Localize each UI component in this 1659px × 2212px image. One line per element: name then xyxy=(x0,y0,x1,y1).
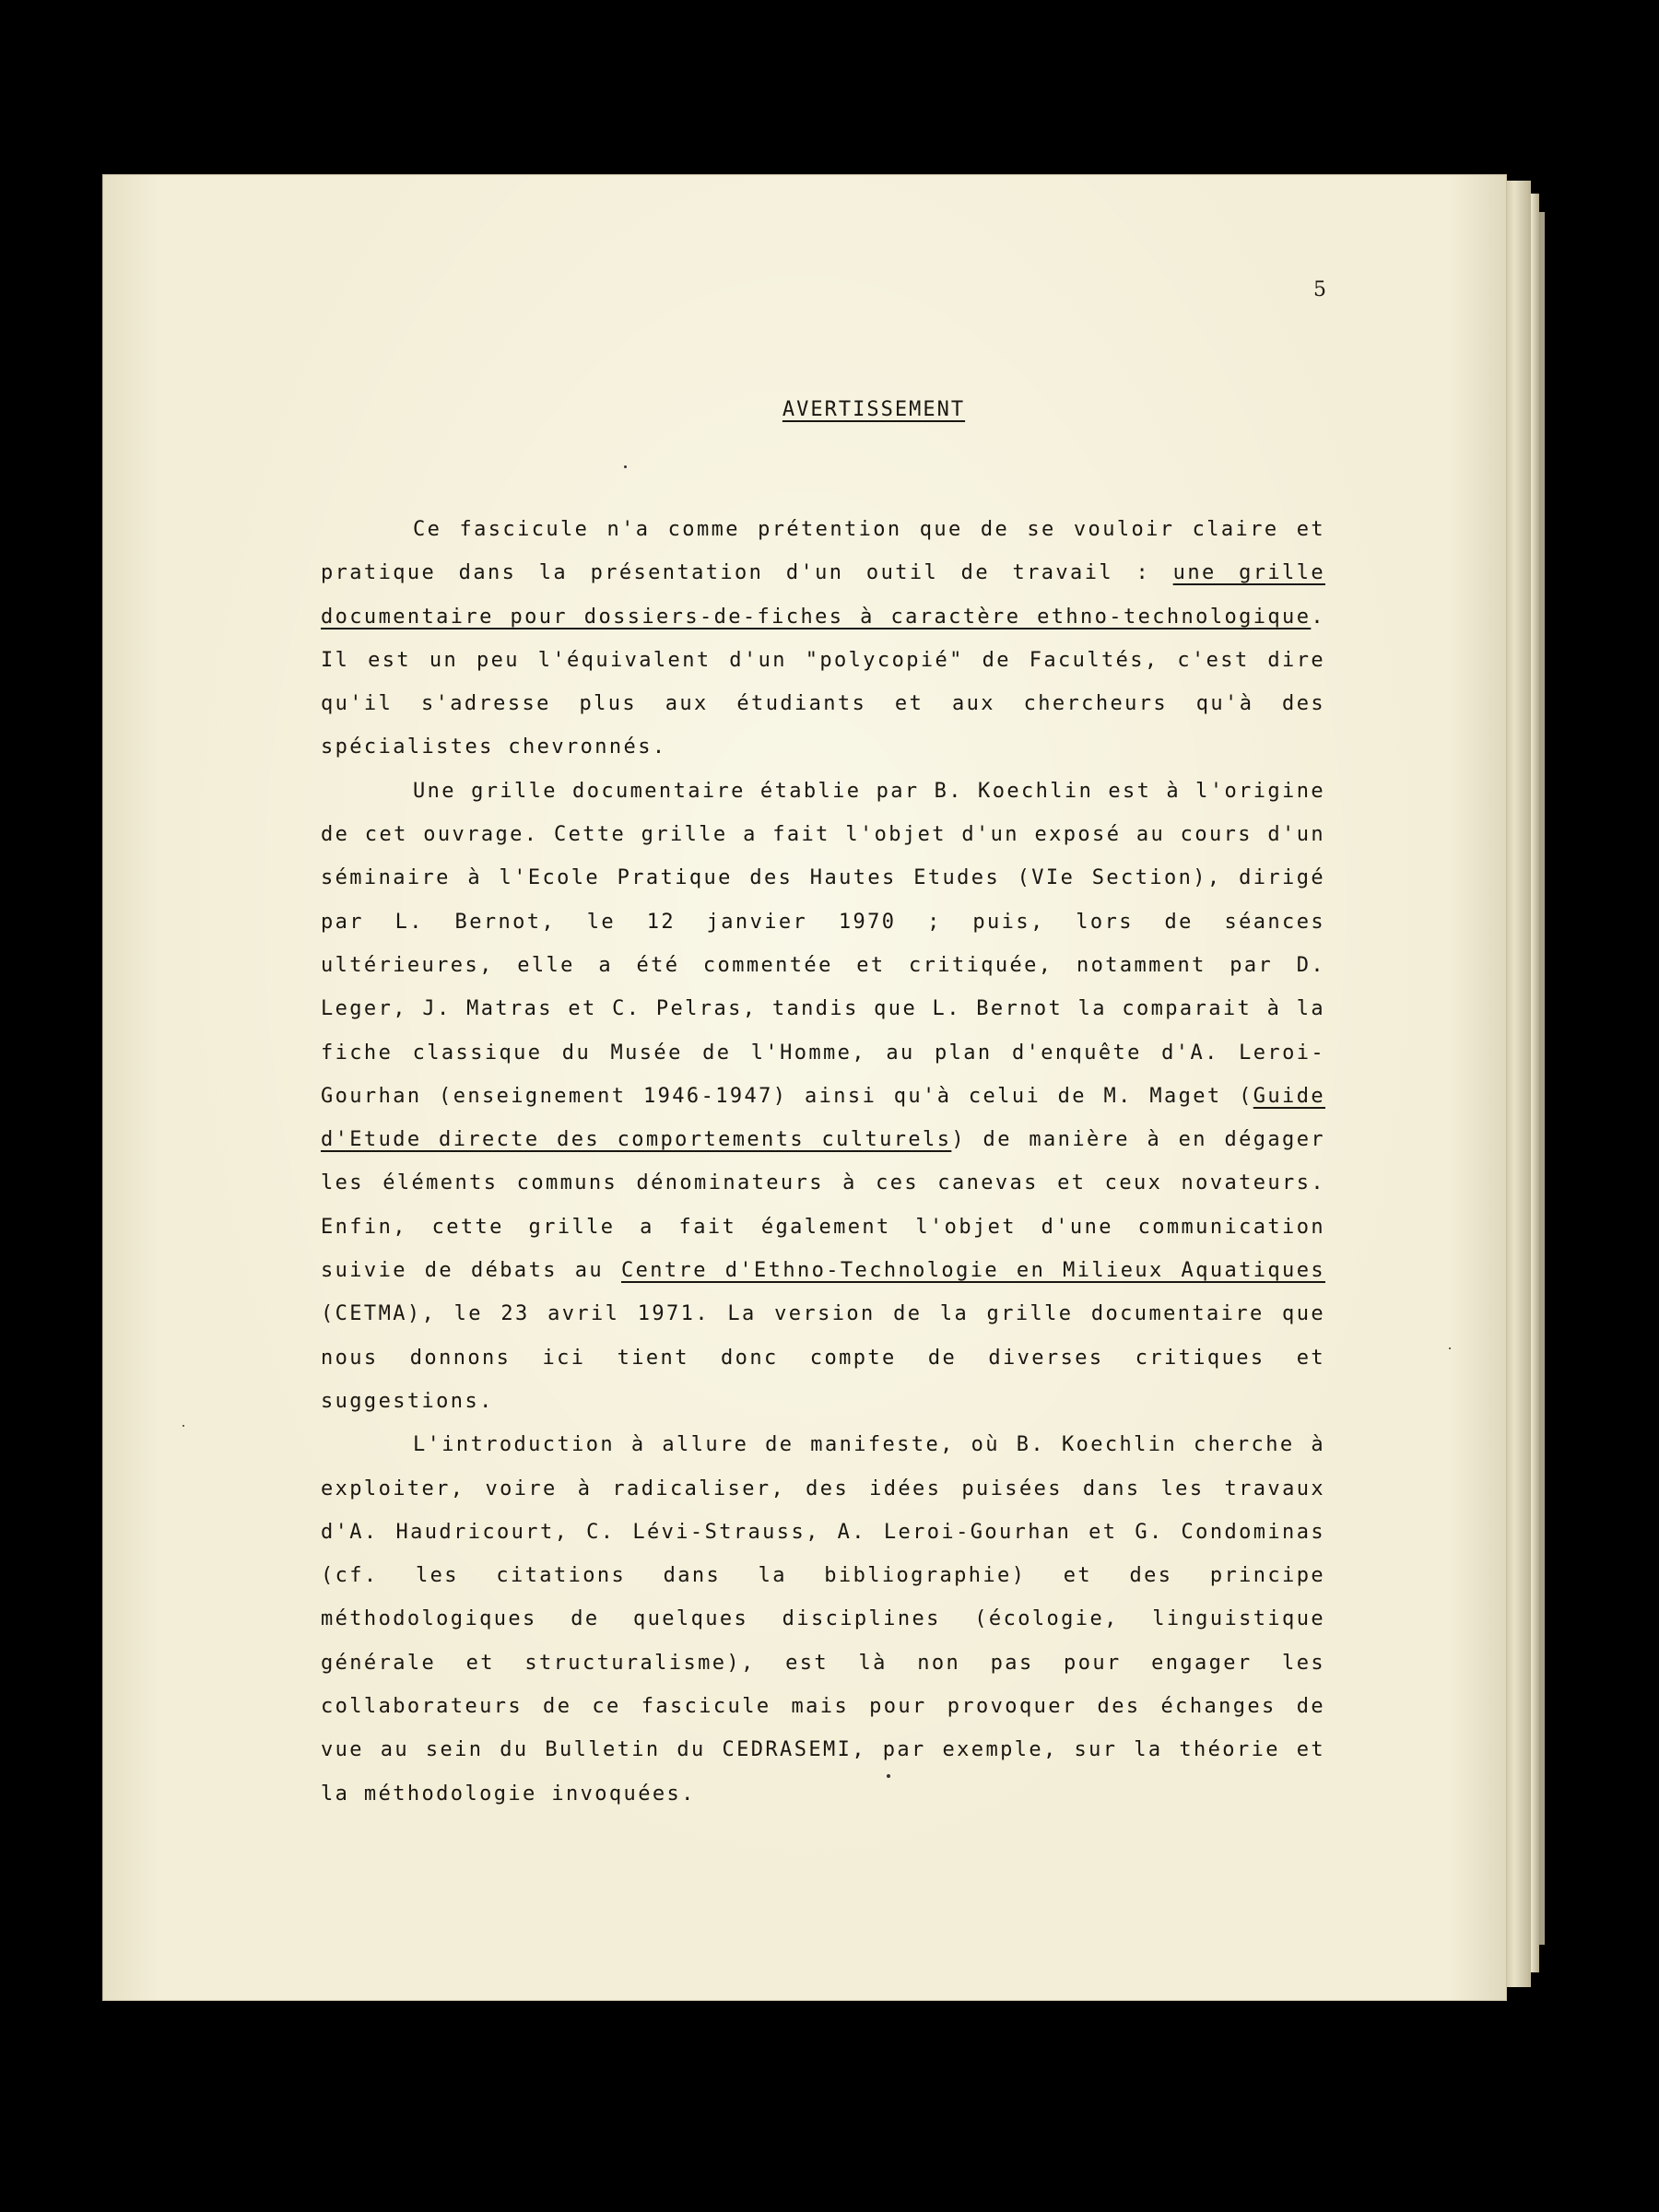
paragraph-text: . Il est un peu l'équivalent d'un "polycopié" de Facultés, c'est dire qu'il s'adresse plus aux étudiants et aux chercheurs qu'à des spécialistes chevronnés. xyxy=(321,605,1325,759)
paragraph-text: (CETMA), le 23 avril 1971. La version de la grille documentaire que nous donnons ici tient donc compte de diverses critiques et suggestions. xyxy=(321,1302,1325,1413)
underlined-phrase: une grille documentaire pour dossiers-de-fiches à caractère ethno-technologique xyxy=(321,561,1325,629)
paragraph-1 xyxy=(321,508,1325,770)
paragraph-text: L'introduction à allure de manifeste, où B. Koechlin cherche à exploiter, voire à radicaliser, des idées puisées dans les travaux d'A. Haudricourt, C. Lévi-Strauss, A. Leroi-Gourhan et G. Condominas (cf. les citations dans la bibliographie) et des principe méthodologiques de quelques disciplines (écologie, linguistique générale et structuralisme), est là non pas pour engager les collaborateurs de ce fascicule mais pour provoquer des échanges de vue au sein du Bulletin du CEDRASEMI, par exemple, sur la théorie et la méthodologie invoquées. xyxy=(321,1433,1325,1806)
paragraph-3 xyxy=(321,1423,1325,1816)
body-text xyxy=(321,508,1325,1816)
page-title: AVERTISSEMENT xyxy=(782,398,966,421)
underlined-institution-name: Centre d'Ethno-Technologie en Milieux Aquatiques xyxy=(620,1259,1325,1283)
paragraph-text: Ce fascicule n'a comme prétention que de se vouloir claire et pratique dans la présentation d'un outil de travail : xyxy=(321,518,1325,585)
paragraph-text: Une grille documentaire établie par B. Koechlin est à l'origine de cet ouvrage. Cette grille a fait l'objet d'un exposé au cours d'un séminaire à l'Ecole Pratique des Hautes Etudes (VIe Section), dirigé par L. Bernot, le 12 janvier 1970 ; puis, lors de séances ultérieures, elle a été commentée et critiquée, notamment par D. Leger, J. Matras et C. Pelras, tandis que L. Bernot la comparait à la fiche classique du Musée de l'Homme, au plan d'enquête d'A. Leroi-Gourhan (enseignement 1946-1947) ainsi qu'à celui de M. Maget ( xyxy=(321,779,1325,1108)
paragraph-2 xyxy=(321,770,1325,1423)
underlined-title-reference: Guide d'Etude directe des comportements culturels xyxy=(321,1084,1325,1152)
paragraph-text: ) de manière à en dégager les éléments communs dénominateurs à ces canevas et ceux novateurs. Enfin, cette grille a fait également l'objet d'une communication suivie de débats au xyxy=(321,1128,1325,1283)
page-number: 5 xyxy=(1313,278,1326,301)
page-stack-edge xyxy=(1502,181,1531,1987)
